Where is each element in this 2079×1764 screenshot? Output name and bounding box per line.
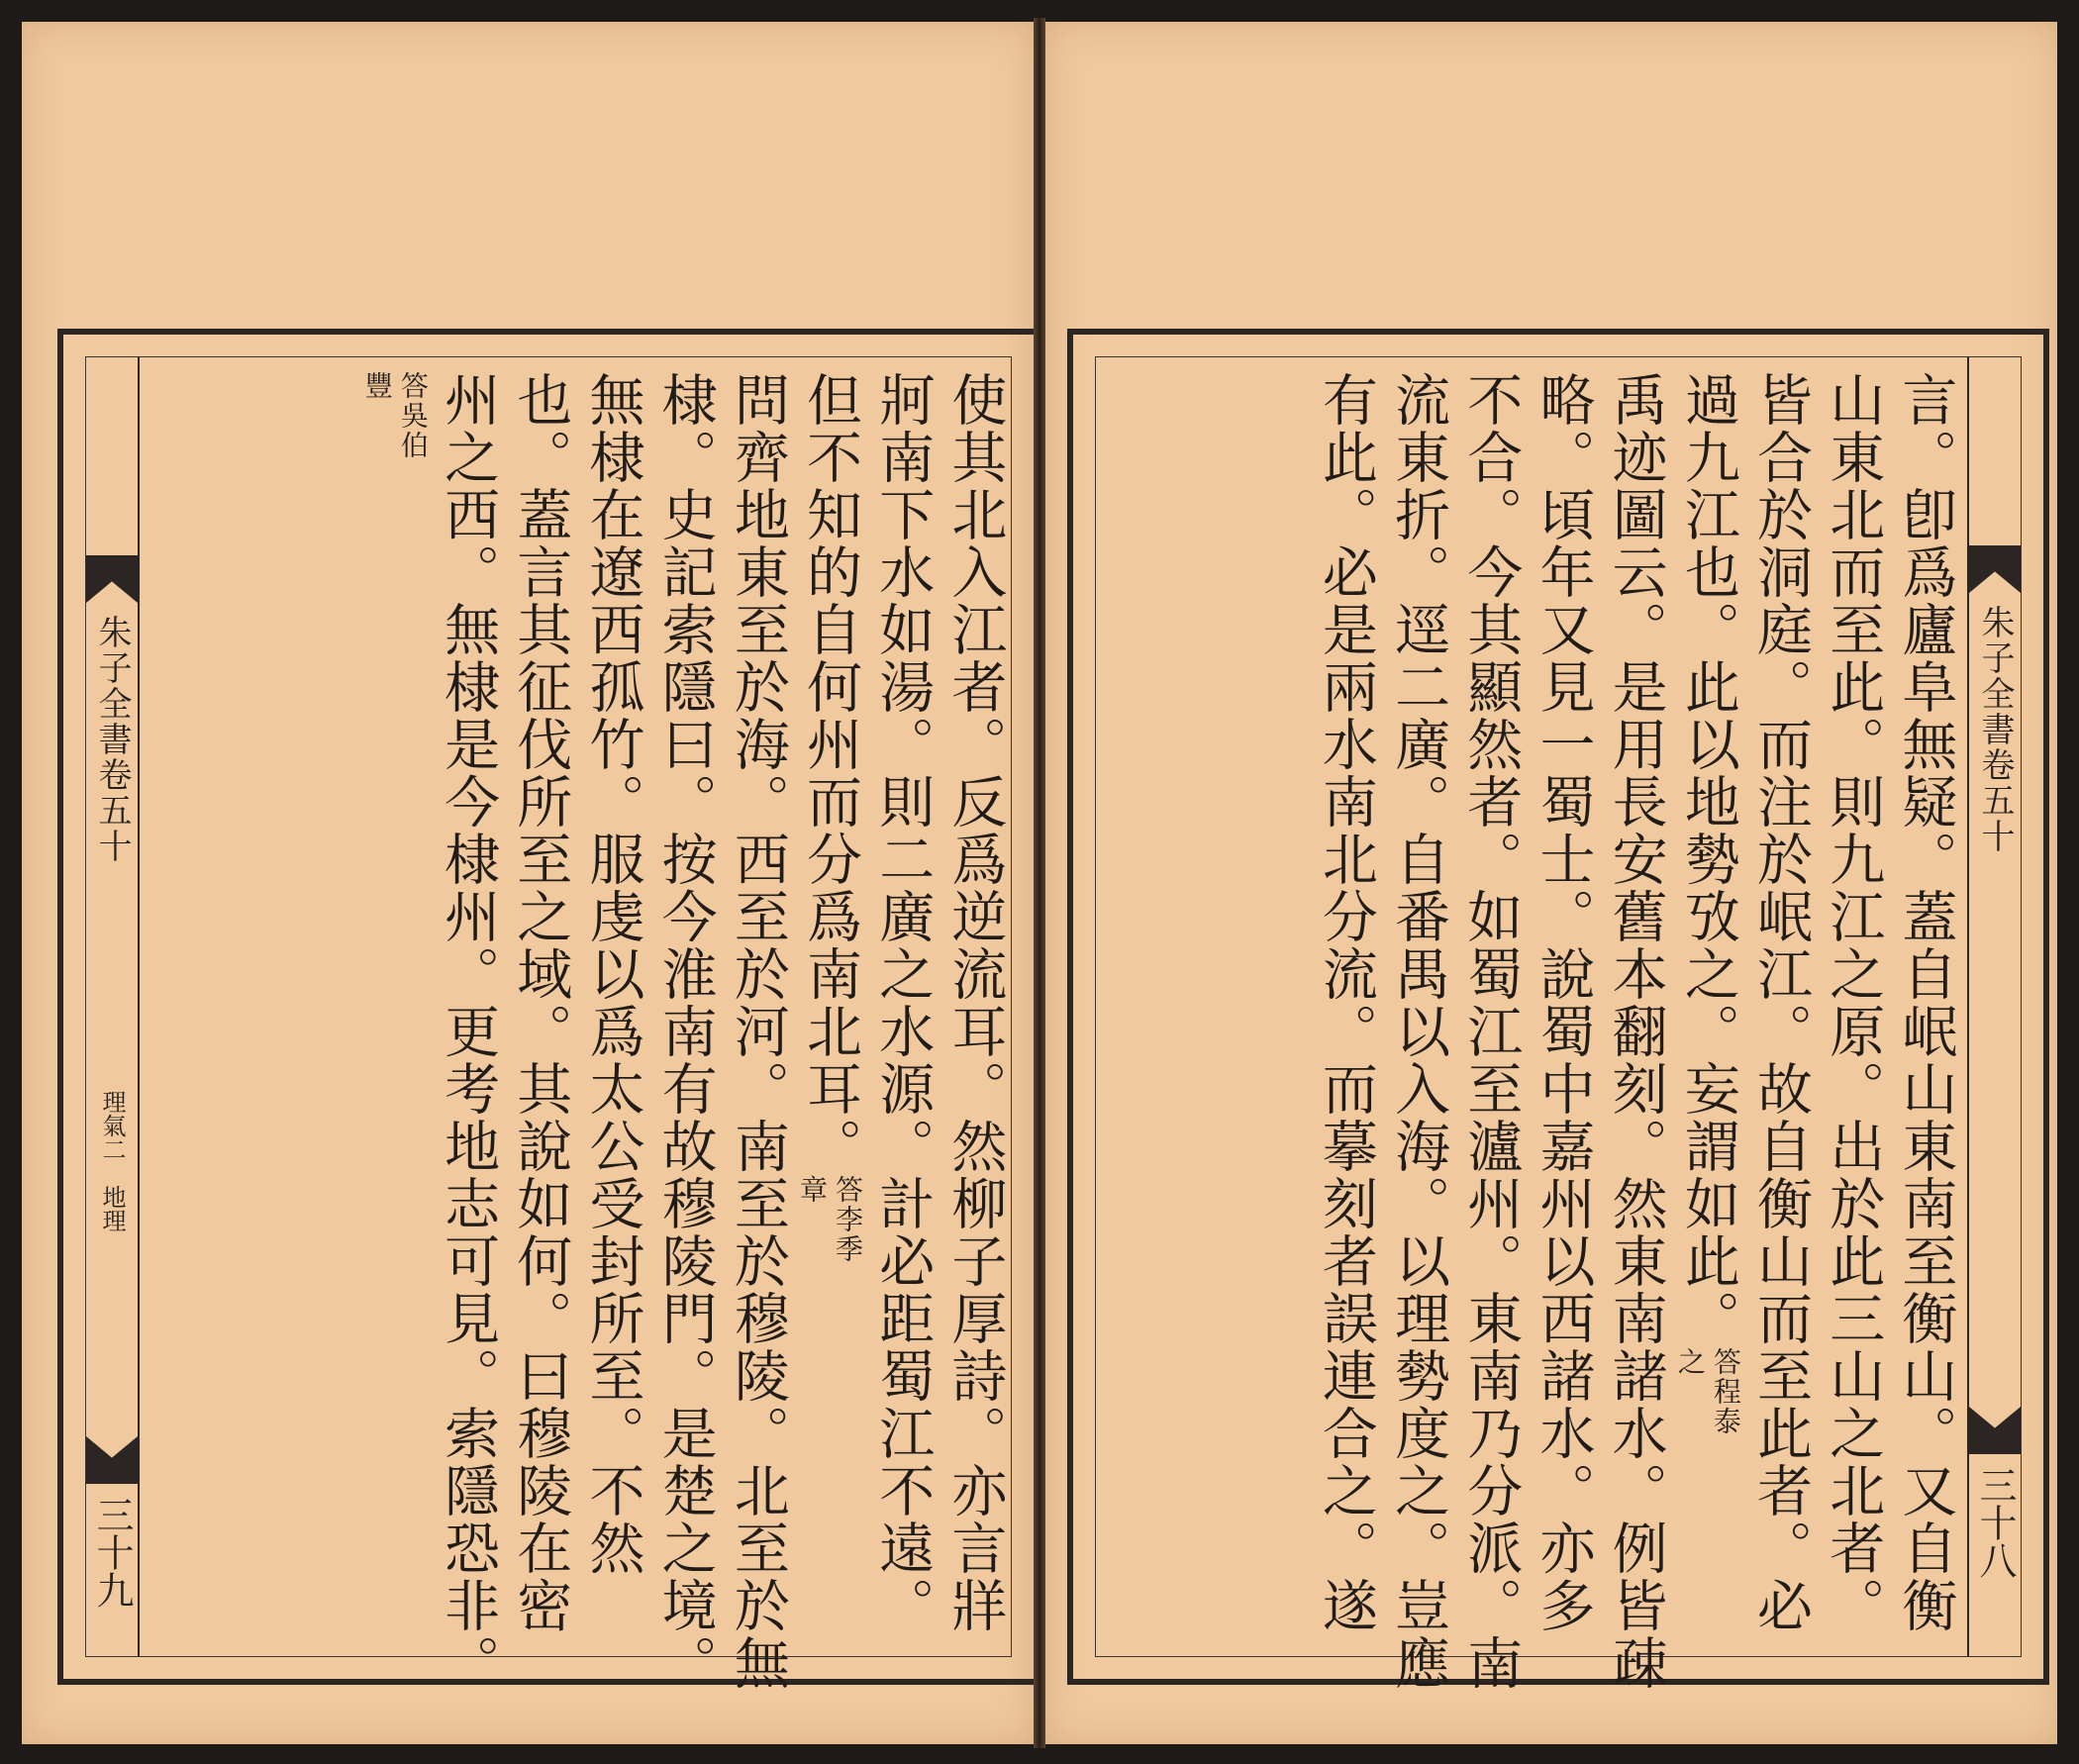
left-page-inner-border [85, 356, 1012, 1692]
left-banxin-folio: 三十九 [90, 1496, 134, 1609]
interlinear-note: 答吳伯豐 [360, 371, 430, 460]
left-fishtail-lower [86, 1436, 138, 1484]
text-column: 也。蓋言其征伐所至之域。其說如何。曰穆陵在密 [508, 371, 573, 1634]
left-banxin-section: 理氣二 地理 [98, 1090, 126, 1232]
left-fishtail-upper [86, 555, 138, 603]
text-column: 問齊地東至於海。西至於河。南至於穆陵。北至於無 [725, 371, 790, 1692]
text-column: 牁南下水如湯。則二廣之水源。計必距蜀江不遠。 [870, 371, 936, 1634]
text-column: 山東北而至此。則九江之原。出於此三山之北者。 [1821, 371, 1886, 1634]
text-column: 使其北入江者。反爲逆流耳。然柳子厚詩。亦言牂 [942, 371, 1008, 1634]
text-column: 略。頃年又見一蜀士。說蜀中嘉州以西諸水。亦多 [1531, 371, 1596, 1634]
left-banxin [86, 357, 140, 1656]
right-fishtail-upper [1969, 545, 2021, 593]
text-column: 禹迹圖云。是用長安舊本翻刻。然東南諸水。例皆疎 [1603, 371, 1668, 1692]
right-page-inner-border [1095, 356, 2022, 1692]
right-page-frame [1067, 329, 2049, 1692]
book-gutter [1034, 18, 1045, 1748]
text-column: 棣。史記索隱曰。按今淮南有故穆陵門。是楚之境。 [652, 371, 718, 1692]
text-column: 言。卽爲廬阜無疑。蓋自岷山東南至衡山。又自衡 [1893, 371, 1958, 1634]
interlinear-note: 答李季章 [796, 1175, 865, 1264]
text-column: 州之西。無棣是今棣州。更考地志可見。索隱恐非。 [436, 371, 501, 1692]
left-text-block [146, 357, 1011, 1692]
text-column [359, 357, 431, 1656]
text-column: 過九江也。此以地勢攷之。妄謂如此。答程泰之 [1672, 357, 1743, 1656]
right-fishtail-lower [1969, 1407, 2021, 1454]
left-banxin-title: 朱子全書卷五十 [92, 615, 132, 864]
right-text-block [1096, 357, 1961, 1692]
interlinear-note: 答程泰之 [1673, 1347, 1742, 1436]
text-column: 皆合於洞庭。而注於岷江。故自衡山而至此者。必 [1748, 371, 1814, 1634]
text-column: 但不知的自何州而分爲南北耳。答李季章 [794, 357, 865, 1656]
right-page [1045, 22, 2057, 1744]
right-banxin-folio: 三十八 [1973, 1466, 2017, 1579]
left-page-frame [57, 329, 1040, 1692]
right-banxin [1967, 357, 2021, 1656]
text-column: 流東折。逕二廣。自番禺以入海。以理勢度之。豈應 [1386, 371, 1451, 1692]
text-column: 無棣在遼西孤竹。服虔以爲太公受封所至。不然 [580, 371, 645, 1577]
right-banxin-title: 朱子全書卷五十 [1975, 605, 2015, 854]
text-column: 有此。必是兩水南北分流。而摹刻者誤連合之。遂 [1313, 371, 1378, 1634]
left-page [22, 22, 1034, 1744]
text-column: 不合。今其顯然者。如蜀江至瀘州。東南乃分派。南 [1458, 371, 1524, 1692]
